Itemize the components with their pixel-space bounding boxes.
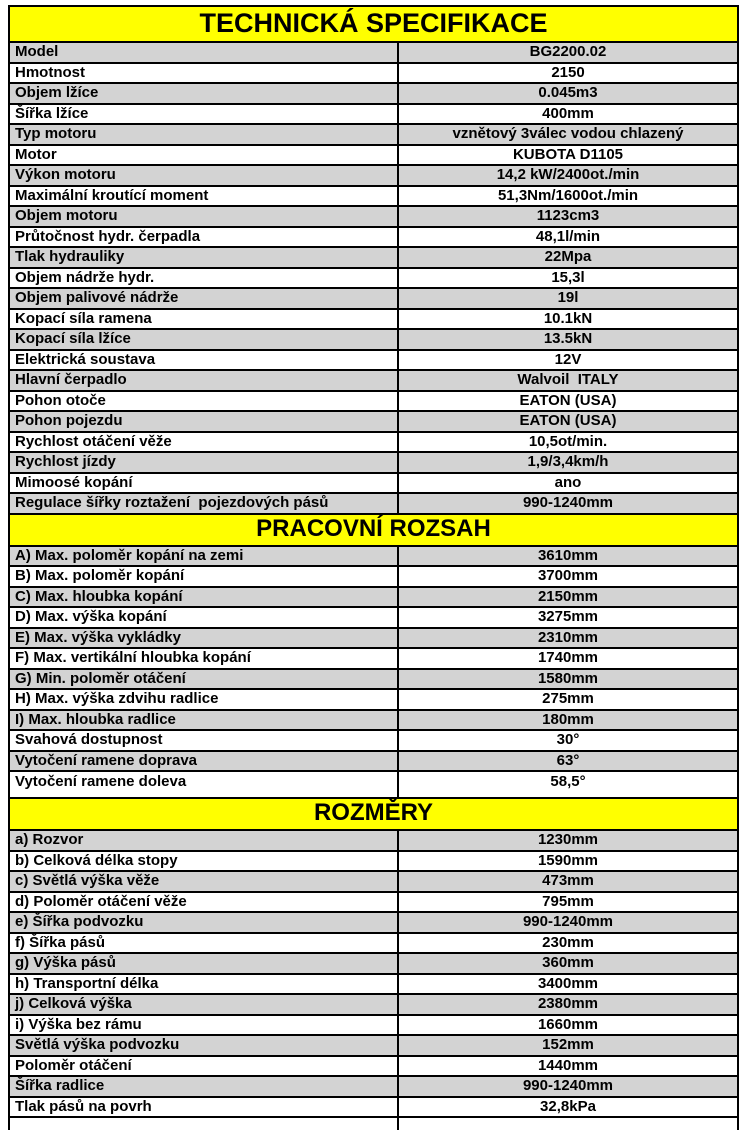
spec-label: B) Max. poloměr kopání xyxy=(9,566,398,587)
spec-row xyxy=(9,432,738,453)
spec-value: 990-1240mm xyxy=(398,912,738,933)
spec-label: Pohon otoče xyxy=(9,391,398,412)
spec-label: D) Max. výška kopání xyxy=(9,607,398,628)
spec-row xyxy=(9,452,738,473)
spec-row xyxy=(9,587,738,608)
spec-label: f) Šířka pásů xyxy=(9,933,398,954)
spec-label: Objem lžíce xyxy=(9,83,398,104)
spec-value: 795mm xyxy=(398,892,738,913)
spec-label: Hmotnost xyxy=(9,63,398,84)
spec-row xyxy=(9,912,738,933)
spec-row xyxy=(9,933,738,954)
cutoff-cell xyxy=(398,1117,738,1130)
spec-row xyxy=(9,42,738,63)
spec-label: Svahová dostupnost xyxy=(9,730,398,751)
spec-label: Kopací síla lžíce xyxy=(9,329,398,350)
spec-row xyxy=(9,994,738,1015)
spec-value: EATON (USA) xyxy=(398,411,738,432)
spec-row xyxy=(9,309,738,330)
spec-value: 2150mm xyxy=(398,587,738,608)
spec-row xyxy=(9,1015,738,1036)
spec-label: Vytočení ramene doprava xyxy=(9,751,398,772)
spec-row xyxy=(9,145,738,166)
spec-row xyxy=(9,710,738,731)
section-title: TECHNICKÁ SPECIFIKACE xyxy=(9,6,738,42)
spec-value: 15,3l xyxy=(398,268,738,289)
spec-row xyxy=(9,350,738,371)
spec-label: a) Rozvor xyxy=(9,830,398,851)
spec-label: Šířka lžíce xyxy=(9,104,398,125)
spec-row xyxy=(9,953,738,974)
cutoff-row xyxy=(9,1117,738,1130)
spec-label: e) Šířka podvozku xyxy=(9,912,398,933)
spec-value: 63° xyxy=(398,751,738,772)
spec-label: Motor xyxy=(9,145,398,166)
spec-label: I) Max. hloubka radlice xyxy=(9,710,398,731)
spec-label: Mimoosé kopání xyxy=(9,473,398,494)
spec-row xyxy=(9,892,738,913)
spec-row xyxy=(9,628,738,649)
spec-label: Objem palivové nádrže xyxy=(9,288,398,309)
spec-row xyxy=(9,247,738,268)
spec-label: Objem nádrže hydr. xyxy=(9,268,398,289)
spec-label: b) Celková délka stopy xyxy=(9,851,398,872)
section-header-row xyxy=(9,6,738,42)
spec-row xyxy=(9,370,738,391)
spec-value: 1740mm xyxy=(398,648,738,669)
spec-row xyxy=(9,751,738,772)
spec-row xyxy=(9,391,738,412)
spec-label: Regulace šířky roztažení pojezdových pásů xyxy=(9,493,398,514)
spec-value: 58,5° xyxy=(398,771,738,798)
spec-value: 275mm xyxy=(398,689,738,710)
spec-label: G) Min. poloměr otáčení xyxy=(9,669,398,690)
section-title: PRACOVNÍ ROZSAH xyxy=(9,514,738,546)
spec-row xyxy=(9,473,738,494)
spec-label: Objem motoru xyxy=(9,206,398,227)
spec-label: j) Celková výška xyxy=(9,994,398,1015)
spec-value: 230mm xyxy=(398,933,738,954)
spec-value: 1123cm3 xyxy=(398,206,738,227)
spec-label: H) Max. výška zdvihu radlice xyxy=(9,689,398,710)
spec-label: Výkon motoru xyxy=(9,165,398,186)
spec-row xyxy=(9,186,738,207)
spec-value: 19l xyxy=(398,288,738,309)
spec-label: Rychlost otáčení věže xyxy=(9,432,398,453)
spec-row xyxy=(9,771,738,798)
spec-row xyxy=(9,63,738,84)
spec-row xyxy=(9,227,738,248)
spec-value: 22Mpa xyxy=(398,247,738,268)
spec-value: 1590mm xyxy=(398,851,738,872)
spec-row xyxy=(9,1076,738,1097)
spec-row xyxy=(9,1097,738,1118)
spec-row xyxy=(9,689,738,710)
spec-value: 51,3Nm/1600ot./min xyxy=(398,186,738,207)
spec-value: 10,5ot/min. xyxy=(398,432,738,453)
spec-label: Kopací síla ramena xyxy=(9,309,398,330)
spec-value: 0.045m3 xyxy=(398,83,738,104)
spec-value: KUBOTA D1105 xyxy=(398,145,738,166)
spec-label: Rychlost jízdy xyxy=(9,452,398,473)
spec-row xyxy=(9,648,738,669)
spec-label: Elektrická soustava xyxy=(9,350,398,371)
spec-label: E) Max. výška vykládky xyxy=(9,628,398,649)
spec-value: 990-1240mm xyxy=(398,493,738,514)
spec-row xyxy=(9,411,738,432)
spec-value: 180mm xyxy=(398,710,738,731)
spec-value: 14,2 kW/2400ot./min xyxy=(398,165,738,186)
spec-row xyxy=(9,124,738,145)
spec-value: 3400mm xyxy=(398,974,738,995)
section-title: ROZMĚRY xyxy=(9,798,738,830)
spec-row xyxy=(9,268,738,289)
spec-value: 32,8kPa xyxy=(398,1097,738,1118)
spec-value: vznětový 3válec vodou chlazený xyxy=(398,124,738,145)
spec-row xyxy=(9,83,738,104)
spec-label: i) Výška bez rámu xyxy=(9,1015,398,1036)
spec-row xyxy=(9,493,738,514)
spec-row xyxy=(9,851,738,872)
spec-row xyxy=(9,546,738,567)
spec-row xyxy=(9,288,738,309)
spec-label: Průtočnost hydr. čerpadla xyxy=(9,227,398,248)
spec-row xyxy=(9,566,738,587)
spec-value: 1,9/3,4km/h xyxy=(398,452,738,473)
spec-value: ano xyxy=(398,473,738,494)
spec-label: d) Poloměr otáčení věže xyxy=(9,892,398,913)
spec-label: Typ motoru xyxy=(9,124,398,145)
cutoff-cell xyxy=(9,1117,398,1130)
spec-value: 360mm xyxy=(398,953,738,974)
spec-value: 2310mm xyxy=(398,628,738,649)
spec-label: Šířka radlice xyxy=(9,1076,398,1097)
spec-value: 30° xyxy=(398,730,738,751)
spec-value: 3275mm xyxy=(398,607,738,628)
spec-row xyxy=(9,871,738,892)
spec-label: g) Výška pásů xyxy=(9,953,398,974)
spec-value: 2150 xyxy=(398,63,738,84)
spec-value: 12V xyxy=(398,350,738,371)
spec-value: EATON (USA) xyxy=(398,391,738,412)
spec-row xyxy=(9,669,738,690)
spec-table xyxy=(8,5,739,1130)
spec-value: 1440mm xyxy=(398,1056,738,1077)
spec-label: Pohon pojezdu xyxy=(9,411,398,432)
spec-value: 990-1240mm xyxy=(398,1076,738,1097)
spec-label: Světlá výška podvozku xyxy=(9,1035,398,1056)
spec-label: Tlak pásů na povrh xyxy=(9,1097,398,1118)
spec-label: Hlavní čerpadlo xyxy=(9,370,398,391)
spec-row xyxy=(9,104,738,125)
spec-value: 3610mm xyxy=(398,546,738,567)
spec-label: A) Max. poloměr kopání na zemi xyxy=(9,546,398,567)
spec-value: 1580mm xyxy=(398,669,738,690)
spec-value: 3700mm xyxy=(398,566,738,587)
spec-row xyxy=(9,1035,738,1056)
spec-row xyxy=(9,1056,738,1077)
spec-row xyxy=(9,974,738,995)
spec-row xyxy=(9,329,738,350)
spec-value: 152mm xyxy=(398,1035,738,1056)
spec-value: 13.5kN xyxy=(398,329,738,350)
spec-value: Walvoil ITALY xyxy=(398,370,738,391)
spec-label: c) Světlá výška věže xyxy=(9,871,398,892)
spec-label: Poloměr otáčení xyxy=(9,1056,398,1077)
spec-label: Model xyxy=(9,42,398,63)
spec-label: Tlak hydrauliky xyxy=(9,247,398,268)
spec-label: C) Max. hloubka kopání xyxy=(9,587,398,608)
spec-row xyxy=(9,607,738,628)
section-header-row xyxy=(9,798,738,830)
spec-value: 1230mm xyxy=(398,830,738,851)
spec-value: 2380mm xyxy=(398,994,738,1015)
spec-value: 10.1kN xyxy=(398,309,738,330)
spec-label: Maximální kroutící moment xyxy=(9,186,398,207)
spec-row xyxy=(9,830,738,851)
spec-label: F) Max. vertikální hloubka kopání xyxy=(9,648,398,669)
spec-label: Vytočení ramene doleva xyxy=(9,771,398,798)
spec-value: 48,1l/min xyxy=(398,227,738,248)
spec-row xyxy=(9,206,738,227)
spec-row xyxy=(9,165,738,186)
section-header-row xyxy=(9,514,738,546)
spec-row xyxy=(9,730,738,751)
spec-value: 400mm xyxy=(398,104,738,125)
spec-value: 1660mm xyxy=(398,1015,738,1036)
spec-value: BG2200.02 xyxy=(398,42,738,63)
spec-value: 473mm xyxy=(398,871,738,892)
spec-label: h) Transportní délka xyxy=(9,974,398,995)
